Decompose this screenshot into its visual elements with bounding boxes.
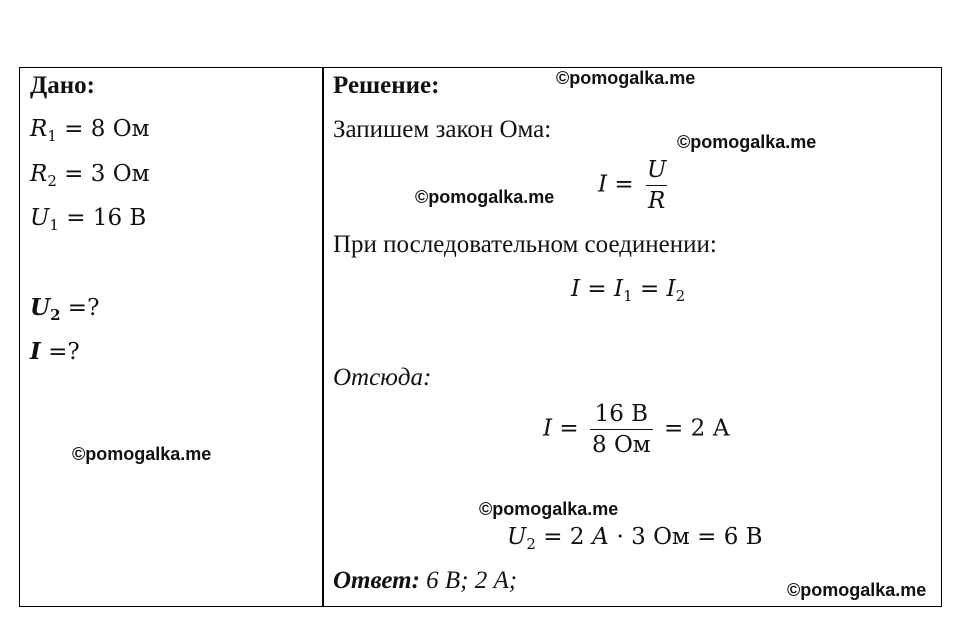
current-formula: I = $\frac{16 В}{8 Ом}$ = 2 А (543, 401, 730, 458)
watermark: ©pomogalka.me (677, 132, 817, 152)
current-fraction: $\frac{16 В}{8 Ом}$ (592, 401, 651, 458)
watermark: ©pomogalka.me (72, 444, 212, 464)
solution-title: Решение: (333, 72, 440, 99)
given-u1: $U_1 = 16$ В (30, 205, 147, 234)
find-i: I =? (30, 338, 80, 365)
series-text: При последовательном соединении: (333, 231, 717, 258)
hence-text: Отсюда: (333, 364, 432, 391)
column-divider (322, 68, 324, 606)
watermark: ©pomogalka.me (556, 68, 696, 88)
ohm-fraction: $\frac{U}{R}$ (647, 157, 667, 214)
series-formula: $I = I_1 = I_2$ (571, 276, 686, 305)
given-r1: $R_1 = 8$ Ом (30, 116, 150, 145)
ohm-formula: I = $\frac{U}{R}$ (598, 157, 667, 214)
ohm-law-text: Запишем закон Ома: (333, 116, 552, 143)
find-u2: $U_2$ =? (30, 294, 100, 324)
watermark: ©pomogalka.me (787, 580, 927, 600)
answer: Ответ: 6 В; 2 А; (333, 567, 518, 594)
watermark: ©pomogalka.me (479, 499, 619, 519)
watermark: ©pomogalka.me (415, 187, 555, 207)
voltage-formula: $U_2 = 2$ А · 3 Ом = 6 В (507, 524, 763, 553)
given-title: Дано: (30, 72, 95, 99)
given-r2: $R_2 = 3$ Ом (30, 161, 150, 190)
